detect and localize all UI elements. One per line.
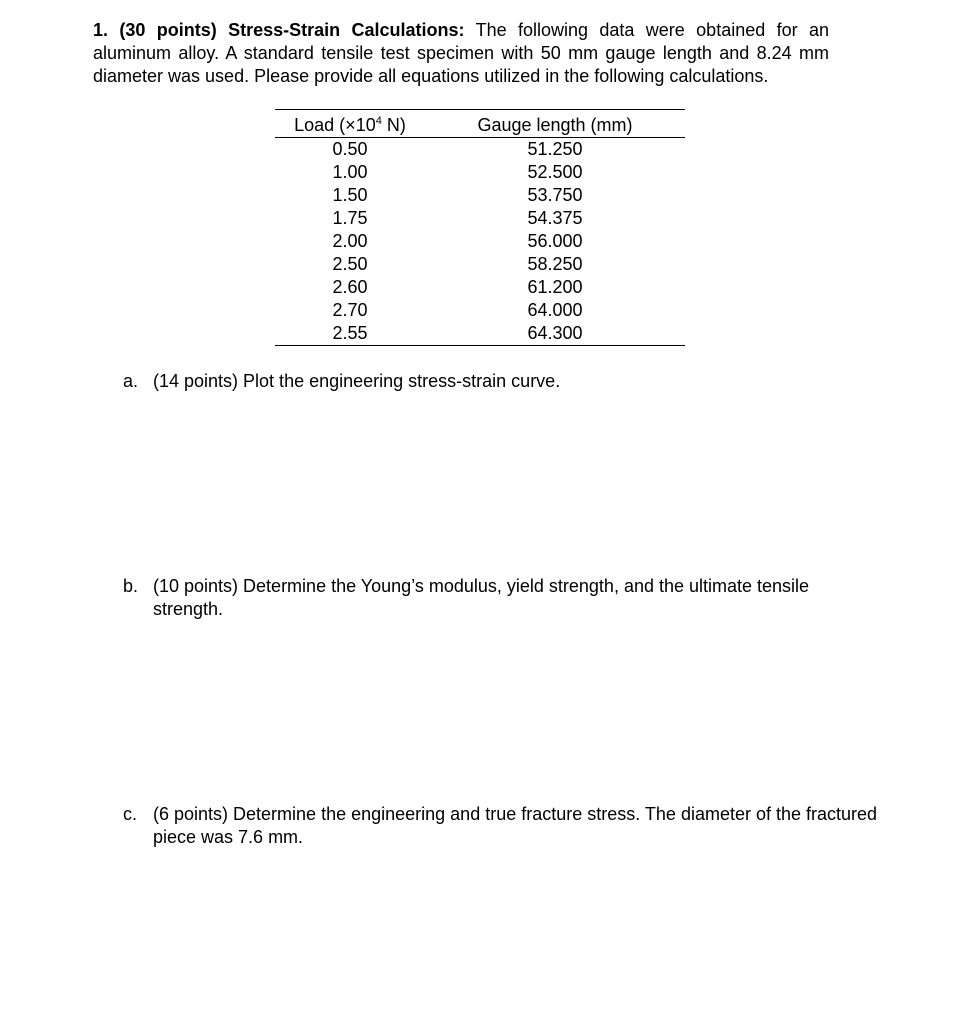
header-load [275, 110, 425, 138]
gauge-cell: 58.250 [527, 254, 583, 274]
question-a-marker: a. [123, 371, 139, 391]
problem-title: 1. (30 points) Stress-Strain Calculations: [93, 20, 465, 40]
load-cell: 2.55 [275, 322, 425, 346]
header-load-text: Load (×10 [294, 115, 376, 135]
gauge-cell: 64.000 [527, 300, 583, 320]
load-cell: 1.50 [332, 185, 368, 205]
gauge-cell: 52.500 [527, 162, 583, 182]
gauge-cell: 54.375 [527, 208, 583, 228]
header-load-exponent: 4 [375, 115, 382, 127]
table-row [275, 253, 685, 276]
header-load-unit: N) [381, 115, 406, 135]
question-a [123, 370, 883, 393]
question-b-text: (10 points) Determine the Young’s modulus, yield strength, and the ultimate tensile strength. [153, 576, 810, 619]
gauge-cell: 53.750 [527, 185, 583, 205]
load-cell: 1.75 [332, 208, 368, 228]
problem-statement [93, 19, 829, 88]
question-a-text: (14 points) Plot the engineering stress-strain curve. [153, 371, 561, 391]
load-cell: 2.70 [332, 300, 368, 320]
load-cell: 2.50 [332, 254, 368, 274]
load-cell: 0.50 [332, 139, 368, 159]
header-gauge: Gauge length (mm) [425, 110, 685, 138]
table-header-row [275, 110, 685, 138]
load-cell: 2.00 [332, 231, 368, 251]
table-row [275, 230, 685, 253]
table-row [275, 161, 685, 184]
data-table-container [275, 109, 685, 346]
table-row [275, 299, 685, 322]
question-b [123, 575, 883, 621]
question-b-marker: b. [123, 576, 139, 596]
problem-intro: The following data were obtained for an aluminum alloy. A standard tensile test specimen with 50 mm gauge length and 8.24 mm diameter was used. Please provide all equations utilized in the following calculations. [93, 20, 829, 86]
table-row [275, 276, 685, 299]
table-row [275, 322, 685, 346]
gauge-cell: 51.250 [527, 139, 583, 159]
gauge-cell: 61.200 [527, 277, 583, 297]
gauge-cell: 56.000 [527, 231, 583, 251]
load-cell: 1.00 [332, 162, 368, 182]
gauge-cell: 64.300 [425, 322, 685, 346]
question-c-marker: c. [123, 804, 138, 824]
question-c [123, 803, 883, 849]
load-gauge-table [275, 109, 685, 346]
load-cell: 2.60 [332, 277, 368, 297]
question-c-text: (6 points) Determine the engineering and true fracture stress. The diameter of the fractured piece was 7.6 mm. [153, 804, 878, 847]
table-row [275, 138, 685, 162]
table-row [275, 184, 685, 207]
table-row [275, 207, 685, 230]
